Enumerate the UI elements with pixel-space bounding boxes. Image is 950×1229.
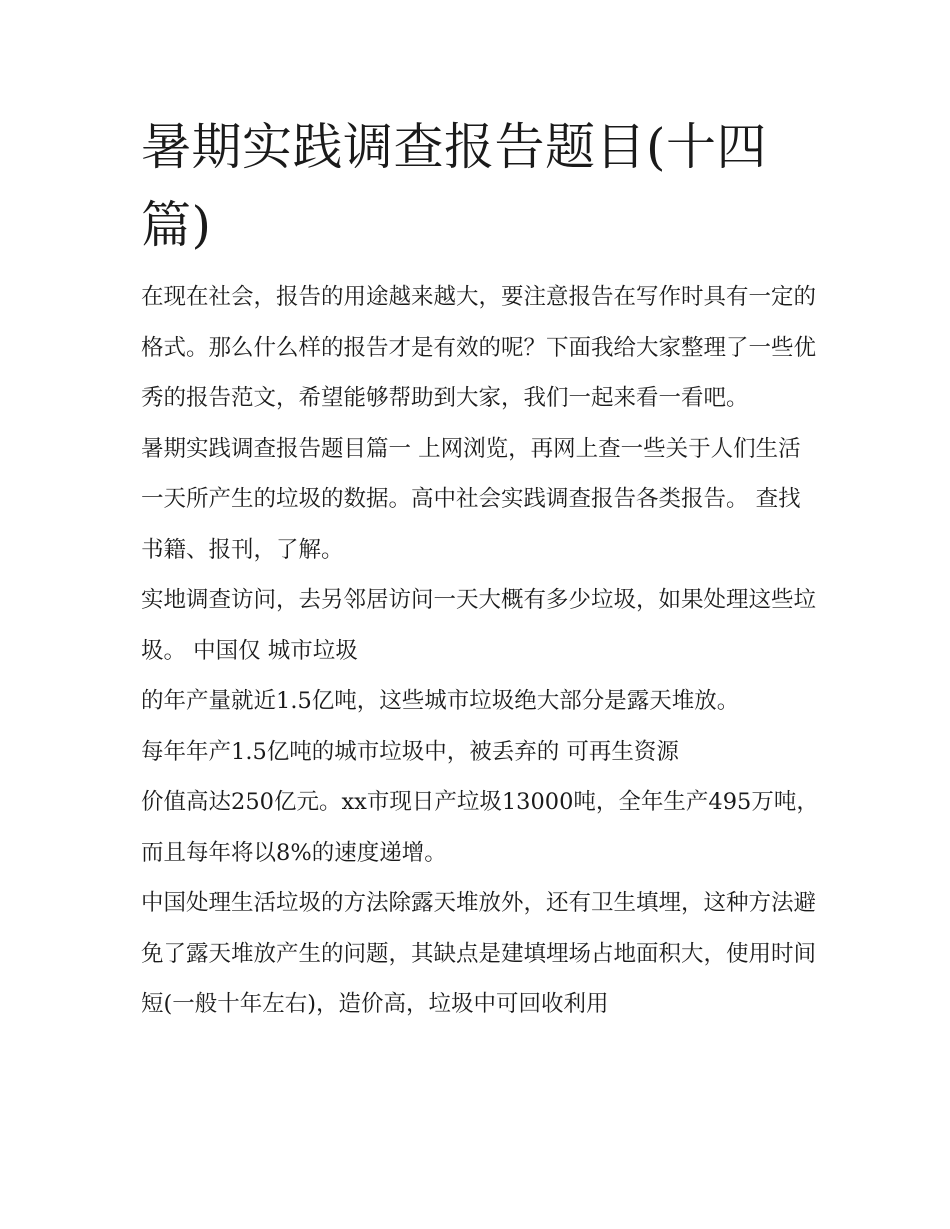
paragraph-intro: 在现在社会，报告的用途越来越大，要注意报告在写作时具有一定的格式。那么什么样的报告才是有效的呢？下面我给大家整理了一些优秀的报告范文，希望能够帮助到大家，我们一起来看一看吧。	[141, 284, 817, 411]
paragraph-disposal-methods: 中国处理生活垃圾的方法除露天堆放外，还有卫生填埋，这种方法避免了露天堆放产生的问题，其缺点是建填埋场占地面积大，使用时间短(一般十年左右)，造价高，垃圾中可回收利用	[141, 890, 817, 1017]
document-page	[141, 108, 821, 1030]
paragraph-field-survey: 实地调查访问，去另邻居访问一天大概有多少垃圾，如果处理这些垃圾。 中国仅 城市垃圾	[141, 587, 817, 664]
paragraph-section-one: 暑期实践调查报告题目篇一 上网浏览，再网上查一些关于人们生活一天所产生的垃圾的数据。高中社会实践调查报告各类报告。 查找书籍、报刊，了解。	[141, 435, 801, 563]
paragraph-annual-output: 的年产量就近1.5亿吨，这些城市垃圾绝大部分是露天堆放。	[141, 688, 740, 714]
paragraph-value-statistics: 价值高达250亿元。xx市现日产垃圾13000吨，全年生产495万吨，而且每年将以8%的速度递增。	[141, 789, 819, 866]
paragraph-renewable-resources: 每年年产1.5亿吨的城市垃圾中，被丢弃的 可再生资源	[141, 738, 679, 765]
document-title: 暑期实践调查报告题目(十四篇)	[141, 118, 768, 254]
